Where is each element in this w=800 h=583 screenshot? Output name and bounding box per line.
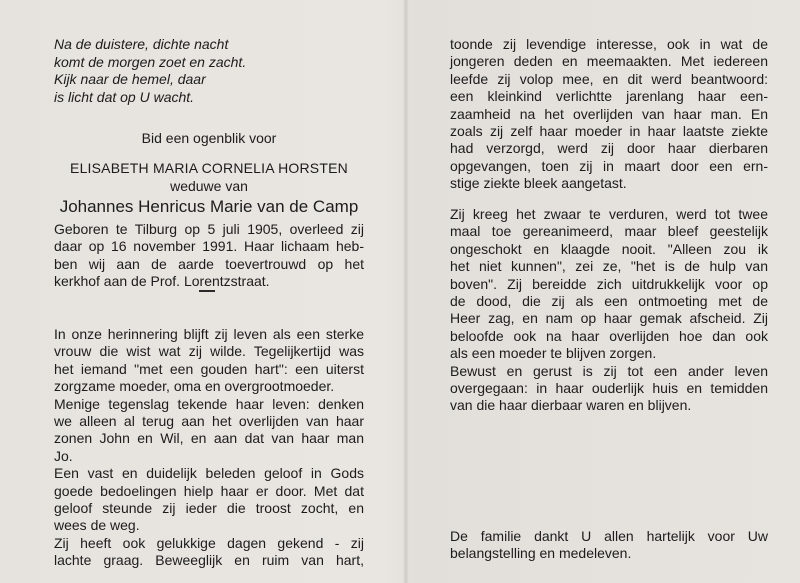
text-line: kerkhof aan de Prof. Lorentzstraat.	[54, 273, 270, 290]
text-line: geloof steunde zij ieder die troost zocht, en	[54, 500, 364, 517]
text-line: Heer zag, en nam op haar gemak afscheid. Zij	[450, 310, 768, 327]
hardship-paragraph	[450, 206, 768, 415]
memory-paragraph	[54, 326, 364, 570]
text-line: Bewust en gerust is zij tot een ander leven	[450, 362, 768, 379]
birth-paragraph	[54, 221, 364, 291]
text-line: beloofde ook na haar overlijden hoe dan ook	[450, 327, 768, 344]
thanks-paragraph	[450, 528, 768, 563]
text-line: we alleen al terug aan het overlijden van haar	[54, 413, 364, 430]
text-line: Zij kreeg het zwaar te verduren, werd tot twee	[450, 206, 768, 222]
text-line: het niet kunnen", zei ze, "het is de hulp van	[450, 258, 768, 275]
text-line: De familie dankt U allen hartelijk voor Uw	[450, 528, 768, 544]
text-line: toonde zij levendige interesse, ook in wat de	[450, 36, 768, 52]
text-line: jongeren deden en meemaakten. Met iedereen	[450, 53, 768, 70]
text-line: zoals zij zelf haar moeder in haar laatste ziekte	[450, 123, 768, 140]
text-line: Geboren te Tilburg op 5 juli 1905, overleed zij	[54, 221, 364, 237]
text-line: wees de weg.	[54, 517, 140, 534]
separator-dash	[199, 290, 215, 292]
card-fold	[403, 0, 409, 583]
text-line: als een moeder te blijven zorgen.	[450, 345, 657, 362]
text-line: had verzorgd, werd zij door haar dierbaren	[450, 140, 768, 157]
text-line: maal toe gereanimeerd, maar bleef geestelijk	[450, 223, 768, 240]
poem-line: is licht dat op U wacht.	[54, 88, 195, 105]
text-line: zaamheid na het overlijden van haar man. En	[450, 105, 768, 122]
poem-line: komt de morgen zoet en zacht.	[54, 53, 247, 70]
text-line: goede bedoelingen hielp haar er door. Met dat	[54, 482, 364, 499]
text-line: opgevangen, toen zij in maart door een ern-	[450, 157, 768, 174]
text-line: Jo.	[54, 447, 73, 464]
text-line: Een vast en duidelijk beleden geloof in Gods	[54, 465, 364, 482]
text-line: de dood, die zij als een ontmoeting met de	[450, 293, 768, 310]
text-line: zorgzame moeder, oma en overgrootmoeder.	[54, 378, 335, 395]
text-line: belangstelling en medeleven.	[450, 545, 632, 562]
text-line: Menige tegenslag tekende haar leven: denken	[54, 395, 364, 412]
deceased-name: ELISABETH MARIA CORNELIA HORSTEN	[70, 160, 348, 176]
text-line: van die haar dierbaar waren en blijven.	[450, 397, 692, 414]
poem-line: Kijk naar de hemel, daar	[54, 71, 206, 87]
text-line: een kleinkind verlichtte jarenlang haar een-	[450, 88, 768, 105]
prayer-invitation: Bid een ogenblik voor	[141, 130, 277, 146]
text-line: zonen John en Wil, en aan dat van haar man	[54, 430, 364, 447]
text-line: lachte graag. Beweeglijk en ruim van hart,	[54, 552, 364, 569]
text-line: Zij heeft ook gelukkige dagen gekend - zij	[54, 534, 364, 551]
text-line: het iemand "met een gouden hart": een uiterst	[54, 360, 364, 377]
text-line: ben wij aan de aarde toevertrouwd op het	[54, 255, 364, 272]
text-line: ongeschokt en klaagde nooit. "Alleen zou ik	[450, 240, 768, 257]
text-line: stige ziekte bleek aangetast.	[450, 175, 627, 192]
text-line: vrouw die wist wat zij wilde. Tegelijkertijd was	[54, 343, 364, 360]
text-line: leefde zij volop mee, en dit werd beantwoord:	[450, 70, 768, 87]
poem-line: Na de duistere, dichte nacht	[54, 36, 229, 52]
text-line: overgegaan: in haar ouderlijk huis en temidden	[450, 380, 768, 397]
text-line: In onze herinnering blijft zij leven als een sterke	[54, 326, 364, 342]
husband-name: Johannes Henricus Marie van de Camp	[59, 197, 359, 216]
text-line: daar op 16 november 1991. Haar lichaam heb-	[54, 238, 364, 255]
widow-of-label: weduwe van	[170, 178, 248, 194]
interest-paragraph	[450, 36, 768, 193]
opening-poem	[54, 36, 354, 106]
text-line: boven". Zij bereidde zich uitdrukkelijk voor op	[450, 275, 768, 292]
